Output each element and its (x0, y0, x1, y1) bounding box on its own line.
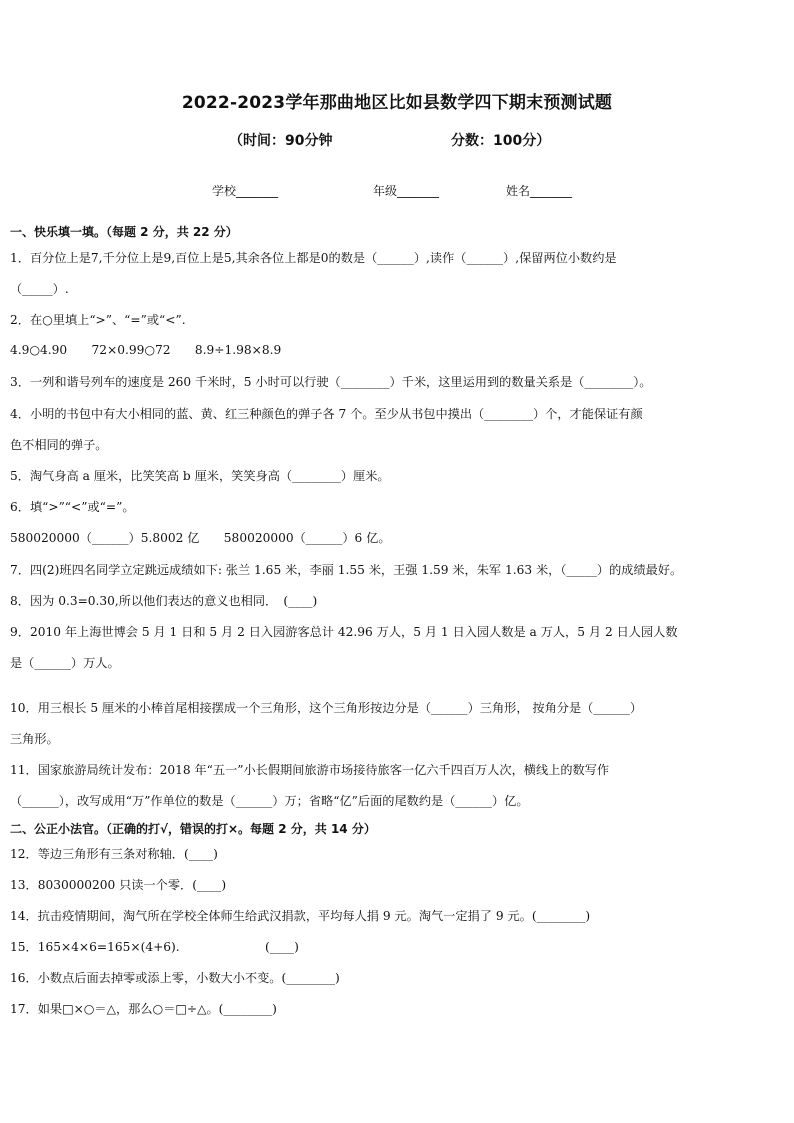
page-title: 2022-2023学年那曲地区比如县数学四下期末预测试题 (181, 93, 613, 113)
exam-time: （时间：90分钟 (229, 133, 333, 149)
question-line: （______），改写成用“万”作单位的数是（______）万；省略“亿”后面的尾数约是（______）亿。 (10, 794, 529, 808)
question-line: 色不相同的弹子。 (10, 438, 108, 452)
school-field: 学校_______ (212, 184, 279, 198)
question-line: 7．四(2)班四名同学立定跳远成绩如下: 张兰 1.65 米，李丽 1.55 米，王强 1.59 米，朱军 1.63 米，（_____）的成绩最好。 (10, 563, 683, 577)
question-line: 13．8030000200 只读一个零．(____) (10, 878, 227, 892)
question-line: 5．淘气身高 a 厘米，比笑笑高 b 厘米，笑笑身高（________）厘米。 (10, 469, 390, 483)
question-line: 14．抗击疫情期间，淘气所在学校全体师生给武汉捐款，平均每人捐 9 元。淘气一定捐了 9 元。(________) (10, 909, 591, 923)
question-line: 4．小明的书包中有大小相同的蓝、黄、红三种颜色的弹子各 7 个。至少从书包中摸出（________）个，才能保证有颜 (10, 407, 643, 421)
question-line: 16．小数点后面去掉零或添上零，小数大小不变。(________) (10, 971, 340, 985)
section-heading-2: 二、公正小法官。（正确的打√，错误的打×。每题 2 分，共 14 分） (10, 822, 376, 836)
question-line: 15．165×4×6=165×(4+6). (____) (10, 940, 299, 954)
section-heading-1: 一、快乐填一填。（每题 2 分，共 22 分） (10, 225, 238, 239)
question-line: 3．一列和谐号列车的速度是 260 千米时，5 小时可以行驶（________）千米，这里运用到的数量关系是（________）。 (10, 375, 652, 389)
question-line: 9．2010 年上海世博会 5 月 1 日和 5 月 2 日入园游客总计 42.96 万人，5 月 1 日入园人数是 a 万人，5 月 2 日人园人数 (10, 625, 678, 639)
student-info-row (0, 182, 794, 202)
question-line: 是（______）万人。 (10, 656, 120, 670)
question-line: 三角形。 (10, 732, 59, 746)
question-line: （_____）. (10, 282, 69, 296)
exam-score: 分数：100分） (451, 133, 551, 149)
question-line: 1．百分位上是7,千分位上是9,百位上是5,其余各位上都是0的数是（______）,读作（______）,保留两位小数约是 (10, 251, 617, 265)
grade-field: 年级_______ (373, 184, 440, 198)
question-line: 8．因为 0.3=0.30,所以他们表达的意义也相同． (____) (10, 594, 318, 608)
question-line: 2．在○里填上“>”、“=”或“<”. (10, 313, 186, 327)
question-line: 11．国家旅游局统计发布：2018 年“五一”小长假期间旅游市场接待旅客一亿六千四百万人次，横线上的数写作 (10, 763, 610, 777)
exam-meta (0, 130, 794, 150)
question-line: 6．填“>”“<”或“=”。 (10, 500, 135, 514)
question-line: 10．用三根长 5 厘米的小棒首尾相接摆成一个三角形，这个三角形按边分是（______）三角形， 按角分是（______） (10, 701, 643, 715)
question-line: 12．等边三角形有三条对称轴．(____) (10, 847, 218, 861)
name-field: 姓名_______ (506, 184, 573, 198)
question-line: 4.9○4.90 72×0.99○72 8.9÷1.98×8.9 (10, 343, 282, 357)
question-line: 17．如果□×○＝△，那么○＝□÷△。(________) (10, 1002, 277, 1016)
question-line: 580020000（______）5.8002 亿 580020000（______）6 亿。 (10, 531, 391, 545)
